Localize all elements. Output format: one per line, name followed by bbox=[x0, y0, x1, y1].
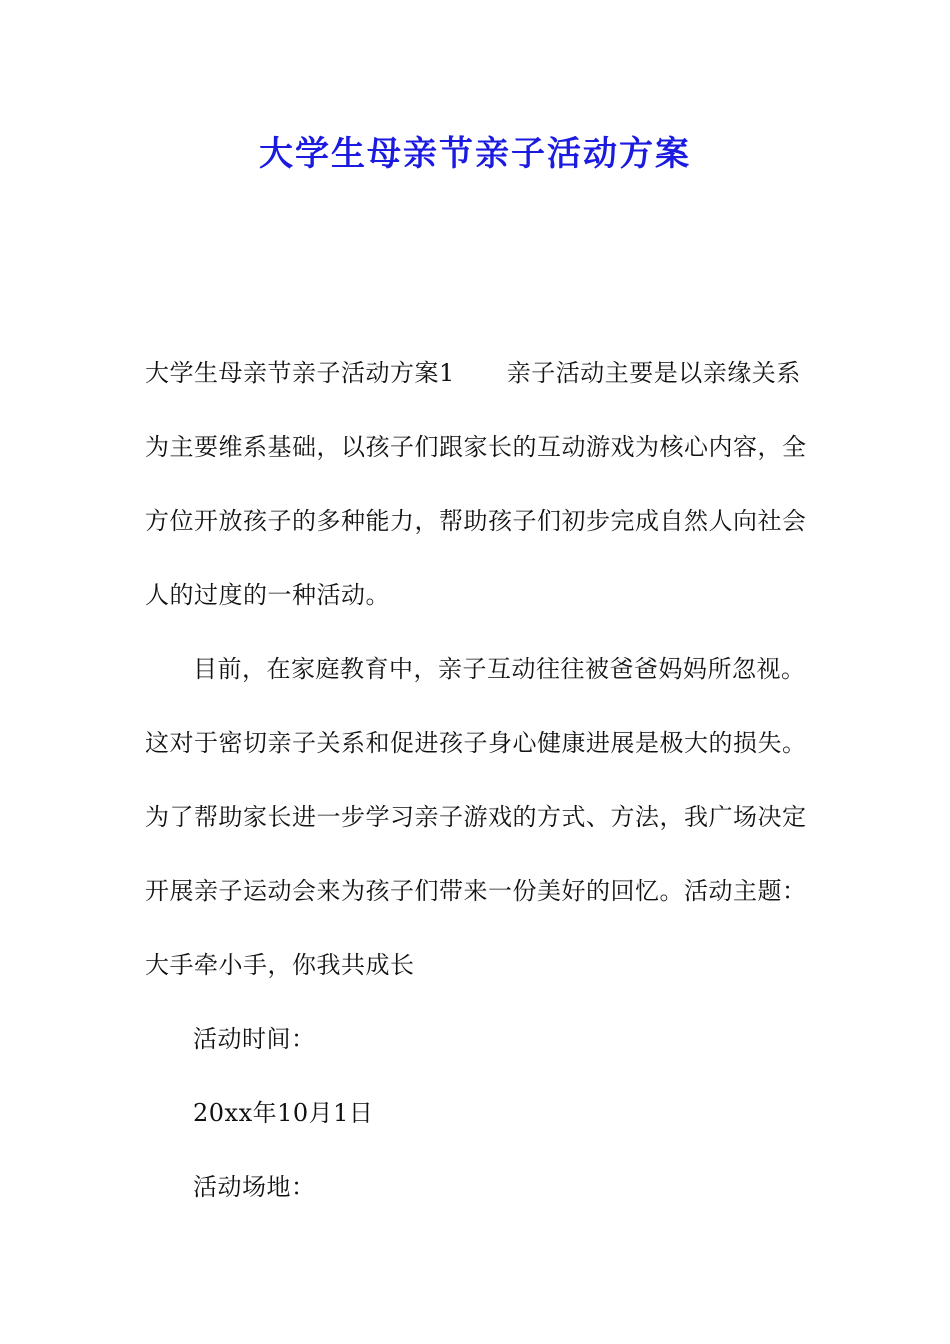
paragraph-line bbox=[145, 336, 810, 410]
activity-time-label: 活动时间： bbox=[193, 1025, 316, 1053]
document-body bbox=[145, 336, 810, 1224]
activity-date: 20xx年10月1日 bbox=[193, 1099, 374, 1127]
paragraph-line: 为了帮助家长进一步学习亲子游戏的方式、方法，我广场决定 bbox=[145, 803, 807, 831]
section-heading: 大学生母亲节亲子活动方案1 bbox=[145, 359, 455, 387]
paragraph-venue-label bbox=[145, 1150, 810, 1224]
paragraph-time-label bbox=[145, 1002, 810, 1076]
paragraph-text: 亲子活动主要是以亲缘关系 bbox=[506, 359, 801, 387]
paragraph-line: 目前，在家庭教育中，亲子互动往往被爸爸妈妈所忽视。 bbox=[193, 655, 806, 683]
paragraph-line: 人的过度的一种活动。 bbox=[145, 581, 390, 609]
paragraph-line: 为主要维系基础，以孩子们跟家长的互动游戏为核心内容，全 bbox=[145, 433, 807, 461]
paragraph-line: 方位开放孩子的多种能力，帮助孩子们初步完成自然人向社会 bbox=[145, 507, 807, 535]
paragraph-background bbox=[145, 632, 810, 1002]
paragraph-line: 开展亲子运动会来为孩子们带来一份美好的回忆。活动主题： bbox=[145, 877, 807, 905]
paragraph-intro bbox=[145, 336, 810, 632]
paragraph-line: 大手牵小手，你我共成长 bbox=[145, 951, 415, 979]
paragraph-date bbox=[145, 1076, 810, 1150]
activity-venue-label: 活动场地： bbox=[193, 1173, 316, 1201]
document-title: 大学生母亲节亲子活动方案 bbox=[259, 134, 691, 174]
paragraph-line: 这对于密切亲子关系和促进孩子身心健康进展是极大的损失。 bbox=[145, 729, 807, 757]
